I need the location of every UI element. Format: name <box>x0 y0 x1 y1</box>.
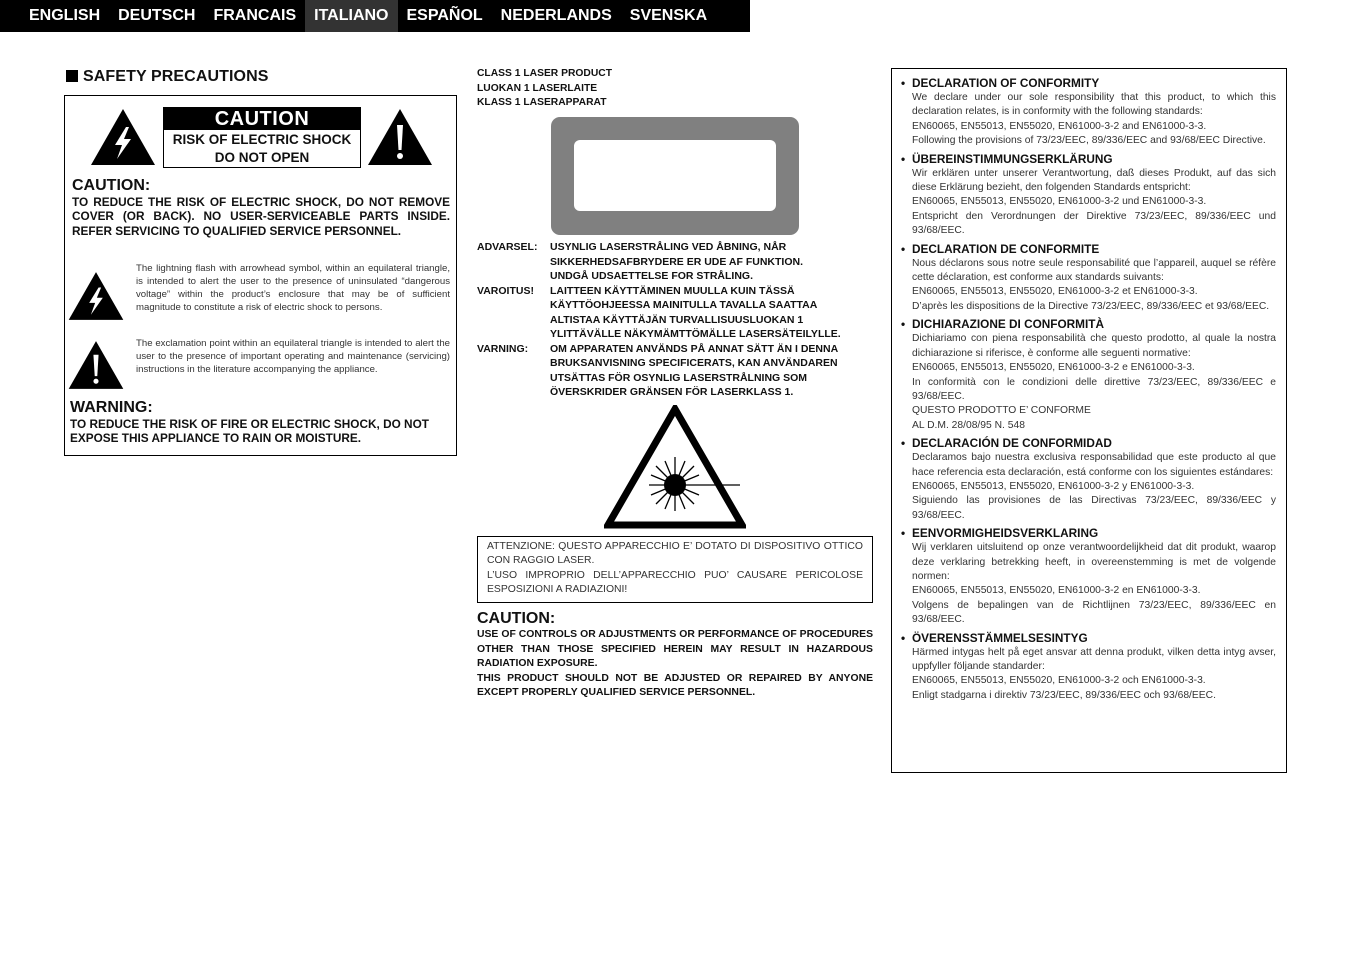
caution-text: TO REDUCE THE RISK OF ELECTRIC SHOCK, DO NOT REMOVE COVER (OR BACK). NO USER-SERVICEABLE PARTS INSIDE. REFER SERVICING TO QUALIFIED SERVICE PERSONNEL. <box>72 195 450 238</box>
lang-tab-svenska[interactable]: SVENSKA <box>629 7 708 24</box>
lightning-warning-icon <box>89 107 157 167</box>
exclamation-warning-icon <box>366 107 434 167</box>
declaration-english: • DECLARATION OF CONFORMITY We declare under our sole responsibility that this product, to which this declaration relates, is in conformity with the following standards: EN60065, EN55013, EN55020, EN61000-3-2 and EN61000-3-3. Following the provisions of 73/23/EEC, 89/336/EEC and 93/68/EEC Directive. <box>901 76 1276 147</box>
caution-heading: CAUTION: <box>72 177 151 194</box>
declaration-italian: • DICHIARAZIONE DI CONFORMITÀ Dichiariamo con piena responsabilità che questo prodotto, al quale la nostra dichiarazione si riferisce, è conforme alle seguenti normative: EN60065, EN55013, EN55020, EN61000-3-2 e EN61000-3-3. In conformità con le condizioni delle direttive 73/23/EEC, 89/336/EEC e 93/68/EEC. QUESTO PRODOTTO E’ CONFORME AL D.M. 28/08/95 N. 548 <box>901 317 1276 431</box>
warning-varoitus: VAROITUS! LAITTEEN KÄYTTÄMINEN MUULLA KUIN TÄSSÄ KÄYTTÖOHJEESSA MAINITULLA TAVALLA SAATTAA ALTISTAA KÄYTTÄJÄN TURVALLISUUSLUOKAN 1 YLITTÄVÄLLE NÄKYMÄMTTÖMÄLLE LASERSÄTEILYLLE. <box>477 284 841 340</box>
caution-label <box>163 107 361 168</box>
lightning-symbol-icon <box>67 270 125 322</box>
language-bar <box>0 0 750 32</box>
safety-box <box>64 95 457 456</box>
lang-tab-italiano[interactable]: ITALIANO <box>305 0 397 32</box>
laser-warnings <box>477 240 877 400</box>
laser-product-label <box>551 117 799 235</box>
warning-advarsel: ADVARSEL: USYNLIG LASERSTRÅLING VED ÅBNING, NÅR SIKKERHEDSAFBRYDERE ER UDE AF FUNKTION. UNDGÅ UDSAETTELSE FOR STRÅLING. <box>477 241 803 282</box>
laser-class-heading: CLASS 1 LASER PRODUCT LUOKAN 1 LASERLAITE KLASS 1 LASERAPPARAT <box>477 68 613 108</box>
caution-label-title: CAUTION <box>164 108 360 130</box>
lang-tab-deutsch[interactable]: DEUTSCH <box>118 7 196 24</box>
laser-caution-heading: CAUTION: <box>477 610 556 627</box>
caution-label-line1: RISK OF ELECTRIC SHOCK <box>172 132 352 147</box>
caution-label-line2: DO NOT OPEN <box>214 150 310 165</box>
laser-caution-text: USE OF CONTROLS OR ADJUSTMENTS OR PERFORMANCE OF PROCEDURES OTHER THAN THOSE SPECIFIED HEREIN MAY RESULT IN HAZARDOUS RADIATION EXPOSURE. THIS PRODUCT SHOULD NOT BE ADJUSTED OR REPAIRED BY ANYONE EXCEPT PROPERLY QUALIFIED SERVICE PERSONNEL. <box>477 629 873 698</box>
laser-radiation-icon <box>604 405 746 529</box>
lang-tab-espanol[interactable]: ESPAÑOL <box>406 7 483 24</box>
exclamation-description: The exclamation point within an equilateral triangle is intended to alert the user to the presence of important operating and maintenance (servicing) instructions in the literature accompanying the appliance. <box>136 338 450 375</box>
lang-tab-nederlands[interactable]: NEDERLANDS <box>500 7 612 24</box>
lang-tab-francais[interactable]: FRANCAIS <box>213 7 297 24</box>
declaration-german: • ÜBEREINSTIMMUNGSERKLÄRUNG Wir erklären unter unserer Verantwortung, daß dieses Produkt, auf das sich diese Erklärung bezieht, den folgenden Standards entspricht: EN60065, EN55013, EN55020, EN61000-3-2 und EN61000-3-3. Entspricht den Verordnungen der Direktive 73/23/EEC, 89/336/EEC und 93/68/EEC. <box>901 151 1276 237</box>
declaration-french: • DECLARATION DE CONFORMITE Nous déclarons sous notre seule responsabilité que l’appareil, auquel se réfère cette déclaration, est conforme aux standards suivants: EN60065, EN55013, EN55020, EN61000-3-2 et EN61000-3-3. D’après les dispositions de la Directive 73/23/EEC, 89/336/EEC et 93/68/EEC. <box>901 241 1276 312</box>
square-bullet-icon <box>66 70 78 82</box>
exclamation-symbol-icon <box>67 339 125 391</box>
declaration-spanish: • DECLARACIÓN DE CONFORMIDAD Declaramos bajo nuestra exclusiva responsabilidad que este producto al que hace referencia esta declaración, está conforme con los siguientes estándares: EN60065, EN55013, EN55020, EN61000-3-2 y EN61000-3-3. Siguiendo las provisiones de las Directivas 73/23/EEC, 89/336/EEC y 93/68/EEC. <box>901 436 1276 521</box>
warning-varning: VARNING: OM APPARATEN ANVÄNDS PÅ ANNAT SÄTT ÄN I DENNA BRUKSANVISNING SPECIFICERATS, KAN ANVÄNDAREN UTSÄTTAS FÖR OSYNLIG LASERSTRÅLNING SOM ÖVERSKRIDER GRÄNSEN FÖR LASERKLASS 1. <box>477 342 839 398</box>
declarations-box <box>891 68 1287 773</box>
warning-text: TO REDUCE THE RISK OF FIRE OR ELECTRIC SHOCK, DO NOT EXPOSE THIS APPLIANCE TO RAIN OR MOISTURE. <box>70 417 429 446</box>
warning-heading: WARNING: <box>70 399 153 416</box>
section-title: SAFETY PRECAUTIONS <box>66 68 269 86</box>
attention-box: ATTENZIONE: QUESTO APPARECCHIO E’ DOTATO DI DISPOSITIVO OTTICO CON RAGGIO LASER. L’USO IMPROPRIO DELL’APPARECCHIO PUO’ CAUSARE PERICOLOSE ESPOSIZIONI A RADIAZIONI! <box>477 536 873 603</box>
declaration-dutch: • EENVORMIGHEIDSVERKLARING Wij verklaren uitsluitend op onze verantwoordelijkheid dat dit produkt, waarop deze verklaring betrekking heeft, in overeenstemming is met de volgende normen: EN60065, EN55013, EN55020, EN61000-3-2 en EN61000-3-3. Volgens de bepalingen van de Richtlijnen 73/23/EEC, 89/336/EEC en 93/68/EEC. <box>901 526 1276 626</box>
lightning-description: The lightning flash with arrowhead symbol, within an equilateral triangle, is intended to alert the user to the presence of uninsulated “dangerous voltage” within the product’s enclosure that may be of sufficient magnitude to constitute a risk of electric shock to persons. <box>136 263 450 313</box>
declaration-swedish: • ÖVERENSSTÄMMELSESINTYG Härmed intygas helt på eget ansvar att denna produkt, vilken detta intyg avser, uppfyller följande standarder: EN60065, EN55013, EN55020, EN61000-3-2 och EN61000-3-3. Enligt stadgarna i direktiv 73/23/EEC, 89/336/EEC och 93/68/EEC. <box>901 630 1276 701</box>
lang-tab-english[interactable]: ENGLISH <box>29 7 101 24</box>
